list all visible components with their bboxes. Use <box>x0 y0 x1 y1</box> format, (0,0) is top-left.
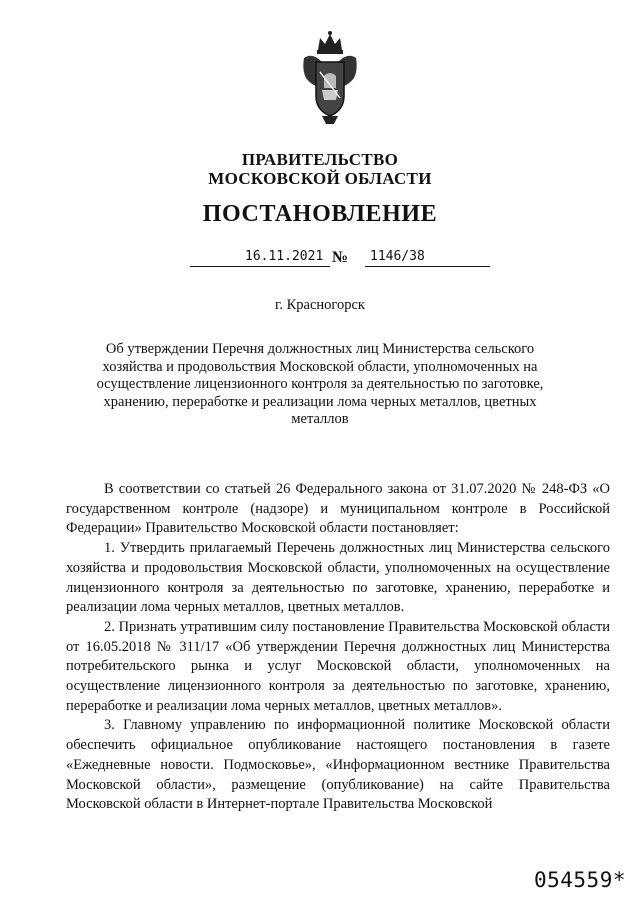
document-body <box>66 480 610 815</box>
document-number: 1146/38 <box>370 249 425 264</box>
number-underline <box>365 266 490 267</box>
number-sign: № <box>332 249 349 266</box>
document-subject: Об утверждении Перечня должностных лиц Министерства сельского хозяйства и продовольствия Московской области, уполномоченных на осуществление лицензионного контроля за деятельностью по заготовке, хранению, переработке и реализации лома черных металлов, цветных металлов <box>96 341 544 427</box>
paragraph-item-1: 1. Утвердить прилагаемый Перечень должностных лиц Министерства сельского хозяйства и продовольствия Московской области, уполномоченных на осуществление лицензионного контроля за деятельностью по заготовке, хранению, переработке и реализации лома черных металлов, цветных металлов. <box>66 540 610 616</box>
paragraph-preamble: В соответствии со статьей 26 Федерального закона от 31.07.2020 № 248-ФЗ «О государственном контроле (надзоре) и муниципальном контроле в Российской Федерации» Правительство Московской области постановляет: <box>66 481 610 537</box>
org-name-line1: ПРАВИТЕЛЬСТВО <box>241 150 399 169</box>
date-underline <box>190 266 330 267</box>
coat-of-arms-icon <box>300 28 360 128</box>
org-name-line2: МОСКОВСКОЙ ОБЛАСТИ <box>208 169 432 188</box>
paragraph-item-3: 3. Главному управлению по информационной политике Московской области обеспечить официальное опубликование настоящего постановления в газете «Ежедневные новости. Подмосковье», «Информационном вестнике Правительства Московской области», размещение (опубликование) на сайте Правительства Московской области в Интернет-портале Правительства Московской <box>66 717 610 813</box>
paragraph-item-2: 2. Признать утратившим силу постановление Правительства Московской области от 16.05.2018 № 311/17 «Об утверждении Перечня должностных лиц Министерства потребительского рынка и услуг Московской области, уполномоченных на осуществление лицензионного контроля за деятельностью по заготовке, хранению, переработке и реализации лома черных металлов, цветных металлов». <box>66 618 610 714</box>
city: г. Красногорск <box>275 297 365 313</box>
document-date: 16.11.2021 <box>245 249 324 264</box>
serial-number: 054559* <box>533 868 626 892</box>
document-type: ПОСТАНОВЛЕНИЕ <box>202 201 438 227</box>
